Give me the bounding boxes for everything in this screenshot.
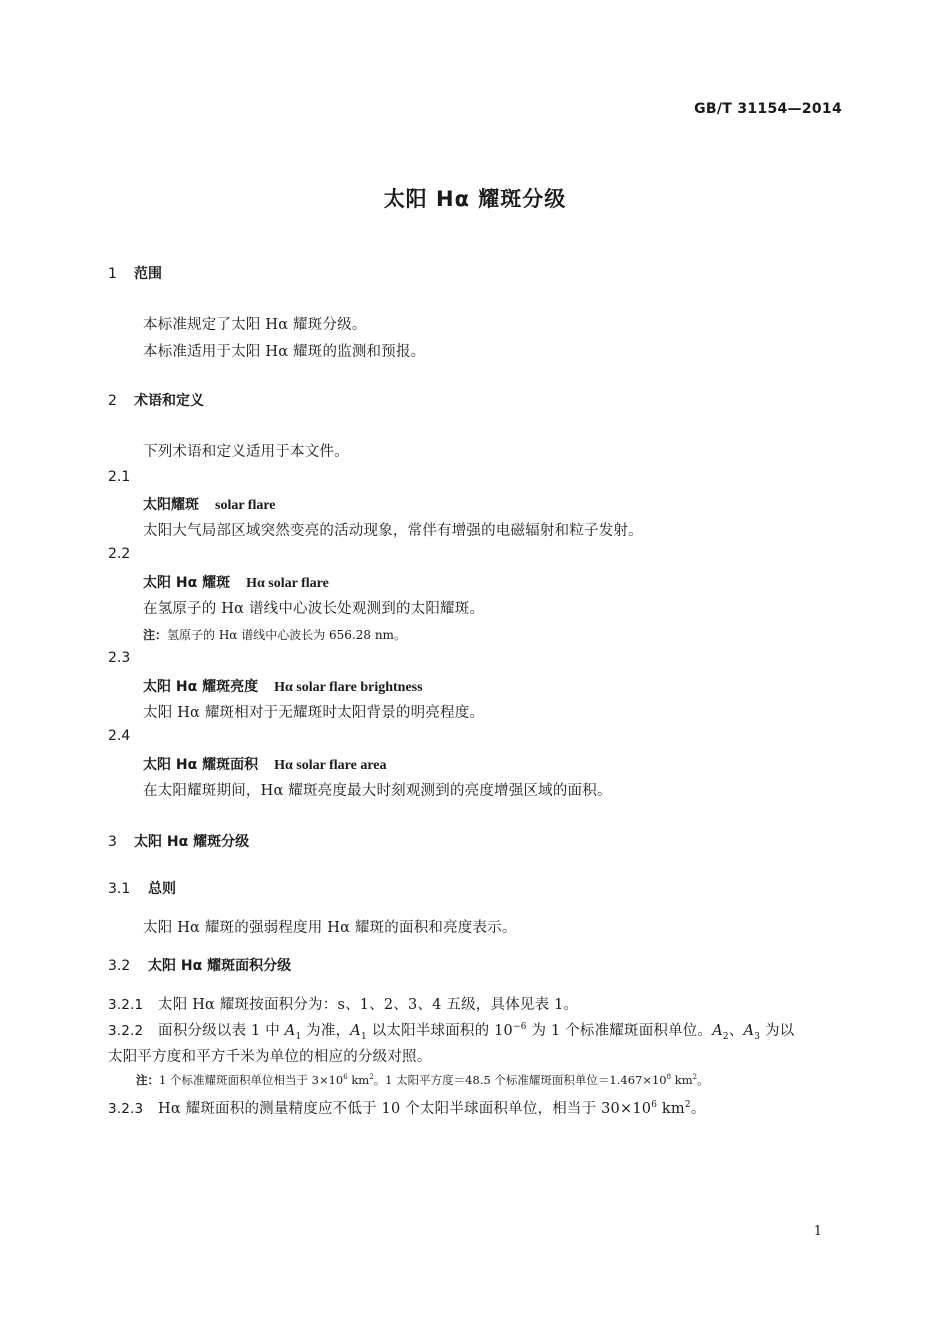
superscript: −6 [512, 1022, 527, 1033]
clause-3-2-1 [108, 993, 578, 1014]
clause-text: Hα 耀斑面积的测量精度应不低于 10 个太阳半球面积单位，相当于 30×10 [158, 1101, 652, 1117]
note-text: 。1 太阳平方度＝48.5 个标准耀斑面积单位＝1.467×10 [373, 1073, 667, 1087]
clause-3-2-2 [108, 1019, 794, 1042]
superscript: 6 [343, 1073, 348, 1082]
term-en: Hα solar flare brightness [274, 680, 423, 695]
subscript: 1 [295, 1031, 302, 1042]
subsection-title: 太阳 Hα 耀斑面积分级 [148, 958, 292, 974]
note-text: 1 个标准耀斑面积单位相当于 3×10 [159, 1073, 344, 1087]
subsection-number: 3.2 [108, 958, 131, 974]
scope-paragraph-2: 本标准适用于太阳 Hα 耀斑的监测和预报。 [143, 344, 426, 360]
term-cn: 太阳 Hα 耀斑亮度 [143, 679, 259, 695]
subscript: 3 [754, 1031, 761, 1042]
clause-text: 为以 [760, 1023, 795, 1039]
term-definition: 在太阳耀斑期间，Hα 耀斑亮度最大时刻观测到的亮度增强区域的面积。 [143, 783, 612, 799]
clause-text: 。 [690, 1101, 706, 1117]
note-text: 。 [697, 1073, 709, 1087]
term-number: 2.3 [108, 650, 131, 666]
clause-note [136, 1072, 709, 1088]
term-definition: 太阳大气局部区域突然变亮的活动现象，常伴有增强的电磁辐射和粒子发射。 [143, 523, 643, 539]
terms-intro: 下列术语和定义适用于本文件。 [143, 444, 349, 460]
subsection-title: 总则 [148, 881, 176, 897]
general-paragraph: 太阳 Hα 耀斑的强弱程度用 Hα 耀斑的面积和亮度表示。 [143, 920, 517, 936]
subsection-3-2-heading [108, 955, 291, 975]
term-heading [143, 494, 276, 514]
separator: 、 [728, 1023, 744, 1039]
section-title: 术语和定义 [134, 393, 204, 409]
superscript: 8 [666, 1073, 672, 1082]
clause-text: km [657, 1101, 685, 1117]
section-number: 3 [108, 834, 117, 850]
section-title: 太阳 Hα 耀斑分级 [134, 834, 250, 850]
subscript: 2 [722, 1031, 729, 1042]
term-cn: 太阳 Hα 耀斑 [143, 575, 231, 591]
term-heading [143, 676, 423, 696]
term-cn: 太阳 Hα 耀斑面积 [143, 757, 259, 773]
scope-paragraph-1: 本标准规定了太阳 Hα 耀斑分级。 [143, 317, 367, 333]
subsection-3-1-heading [108, 878, 176, 898]
section-2-heading [108, 390, 204, 410]
superscript: 2 [692, 1073, 698, 1082]
clause-number: 3.2.3 [108, 1101, 144, 1117]
symbol-a: A [350, 1023, 361, 1039]
clause-3-2-2-continuation: 太阳平方度和平方千米为单位的相应的分级对照。 [108, 1049, 432, 1065]
clause-text: 为准， [301, 1023, 351, 1039]
section-number: 2 [108, 393, 117, 409]
standard-code: GB/T 31154—2014 [694, 101, 842, 117]
note-text: 氢原子的 Hα 谱线中心波长为 656.28 nm。 [167, 628, 406, 642]
clause-3-2-3 [108, 1097, 706, 1118]
subscript: 1 [360, 1031, 367, 1042]
section-3-heading [108, 831, 249, 851]
symbol-a: A [712, 1023, 723, 1039]
subsection-number: 3.1 [108, 881, 131, 897]
note-text: km [347, 1073, 370, 1087]
symbol-a: A [284, 1023, 296, 1039]
term-cn: 太阳耀斑 [143, 497, 199, 513]
clause-number: 3.2.2 [108, 1023, 144, 1039]
term-en: Hα solar flare [246, 576, 329, 591]
section-title: 范围 [134, 266, 162, 282]
clause-text: 以太阳半球面积的 10 [366, 1023, 513, 1039]
term-heading [143, 754, 387, 774]
superscript: 2 [684, 1100, 691, 1111]
term-en: Hα solar flare area [274, 758, 387, 773]
term-heading [143, 572, 329, 592]
section-number: 1 [108, 266, 117, 282]
term-number: 2.2 [108, 546, 131, 562]
superscript: 2 [369, 1073, 374, 1082]
clause-text: 为 1 个标准耀斑面积单位。 [526, 1023, 713, 1039]
clause-text: 面积分级以表 1 中 [158, 1023, 285, 1039]
term-definition: 在氢原子的 Hα 谱线中心波长处观测到的太阳耀斑。 [143, 601, 485, 617]
note-label: 注： [136, 1073, 159, 1087]
document-title: 太阳 Hα 耀斑分级 [383, 187, 567, 211]
note-text: km [671, 1073, 693, 1087]
page-number: 1 [813, 1224, 822, 1239]
term-number: 2.1 [108, 469, 131, 485]
note-label: 注： [143, 628, 168, 642]
superscript: 6 [651, 1100, 658, 1111]
clause-number: 3.2.1 [108, 997, 144, 1013]
symbol-a: A [743, 1023, 755, 1039]
clause-text: 太阳 Hα 耀斑按面积分为：s、1、2、3、4 五级，具体见表 1。 [158, 997, 579, 1013]
term-number: 2.4 [108, 728, 131, 744]
term-note [143, 626, 406, 643]
section-1-heading [108, 263, 162, 283]
term-definition: 太阳 Hα 耀斑相对于无耀斑时太阳背景的明亮程度。 [143, 705, 485, 721]
term-en: solar flare [215, 498, 276, 513]
